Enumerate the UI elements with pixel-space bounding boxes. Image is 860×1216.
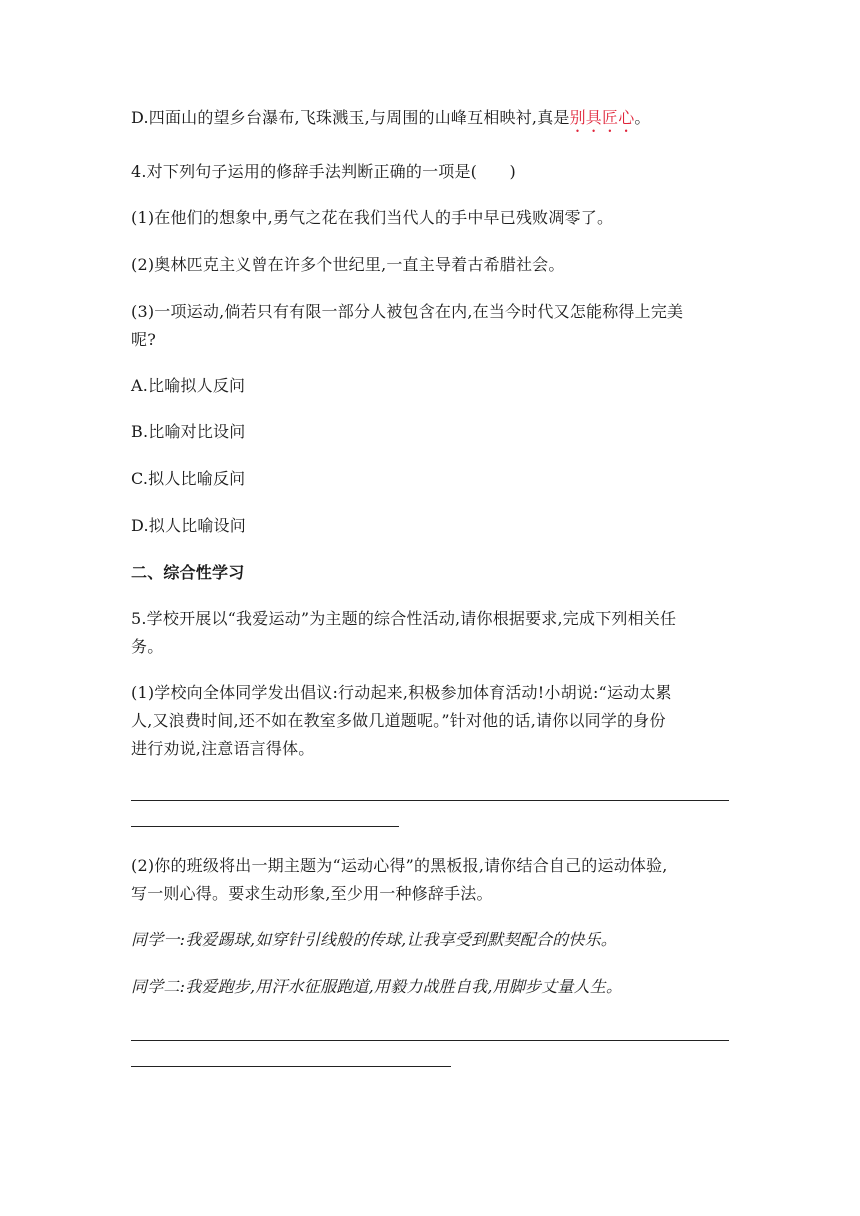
q4-stem: 4.对下列句子运用的修辞手法判断正确的一项是( ) <box>131 162 516 181</box>
q4-option-a: A.比喻拟人反问 <box>131 376 246 395</box>
q4-sentence-3-line1: (3)一项运动,倘若只有有限一部分人被包含在内,在当今时代又怎能称得上完美 <box>131 302 684 321</box>
q4-option-d: D.拟人比喻设问 <box>131 516 246 535</box>
q5-part2-line2: 写一则心得。要求生动形象,至少用一种修辞手法。 <box>131 884 493 903</box>
q3-option-d-prefix: D.四面山的望乡台瀑布,飞珠溅玉,与周围的山峰互相映衬,真是 <box>131 108 570 127</box>
q4-sentence-2: (2)奥林匹克主义曾在许多个世纪里,一直主导着古希腊社会。 <box>131 255 565 274</box>
q3-option-d-highlight: 别具匠心 <box>569 108 635 127</box>
q4-option-c: C.拟人比喻反问 <box>131 469 246 488</box>
q4-option-b: B.比喻对比设问 <box>131 422 246 441</box>
q4-sentence-3-line2: 呢? <box>131 330 156 349</box>
q5-part2-line1: (2)你的班级将出一期主题为“运动心得”的黑板报,请你结合自己的运动体验, <box>131 856 668 875</box>
q5-part1-line2: 人,又浪费时间,还不如在教室多做几道题呢。”针对他的话,请你以同学的身份 <box>131 711 666 730</box>
answer-line-2a[interactable] <box>131 1040 729 1041</box>
q5-stem-line1: 5.学校开展以“我爱运动”为主题的综合性活动,请你根据要求,完成下列相关任 <box>131 609 677 628</box>
section-heading: 二、综合性学习 <box>131 563 245 582</box>
answer-line-2b[interactable] <box>131 1066 451 1067</box>
answer-line-1a[interactable] <box>131 800 729 801</box>
q3-option-d <box>131 108 651 136</box>
q4-sentence-1: (1)在他们的想象中,勇气之花在我们当代人的手中早已残败凋零了。 <box>131 208 614 227</box>
answer-line-1b[interactable] <box>131 826 399 827</box>
q3-option-d-suffix: 。 <box>634 108 651 127</box>
example-classmate-2: 同学二:我爱跑步,用汗水征服跑道,用毅力战胜自我,用脚步丈量人生。 <box>131 977 623 996</box>
q5-part1-line1: (1)学校向全体同学发出倡议:行动起来,积极参加体育活动!小胡说:“运动太累 <box>131 683 672 702</box>
example-classmate-1: 同学一:我爱踢球,如穿针引线般的传球,让我享受到默契配合的快乐。 <box>131 930 617 949</box>
q5-part1-line3: 进行劝说,注意语言得体。 <box>131 739 315 758</box>
q5-stem-line2: 务。 <box>131 637 164 656</box>
